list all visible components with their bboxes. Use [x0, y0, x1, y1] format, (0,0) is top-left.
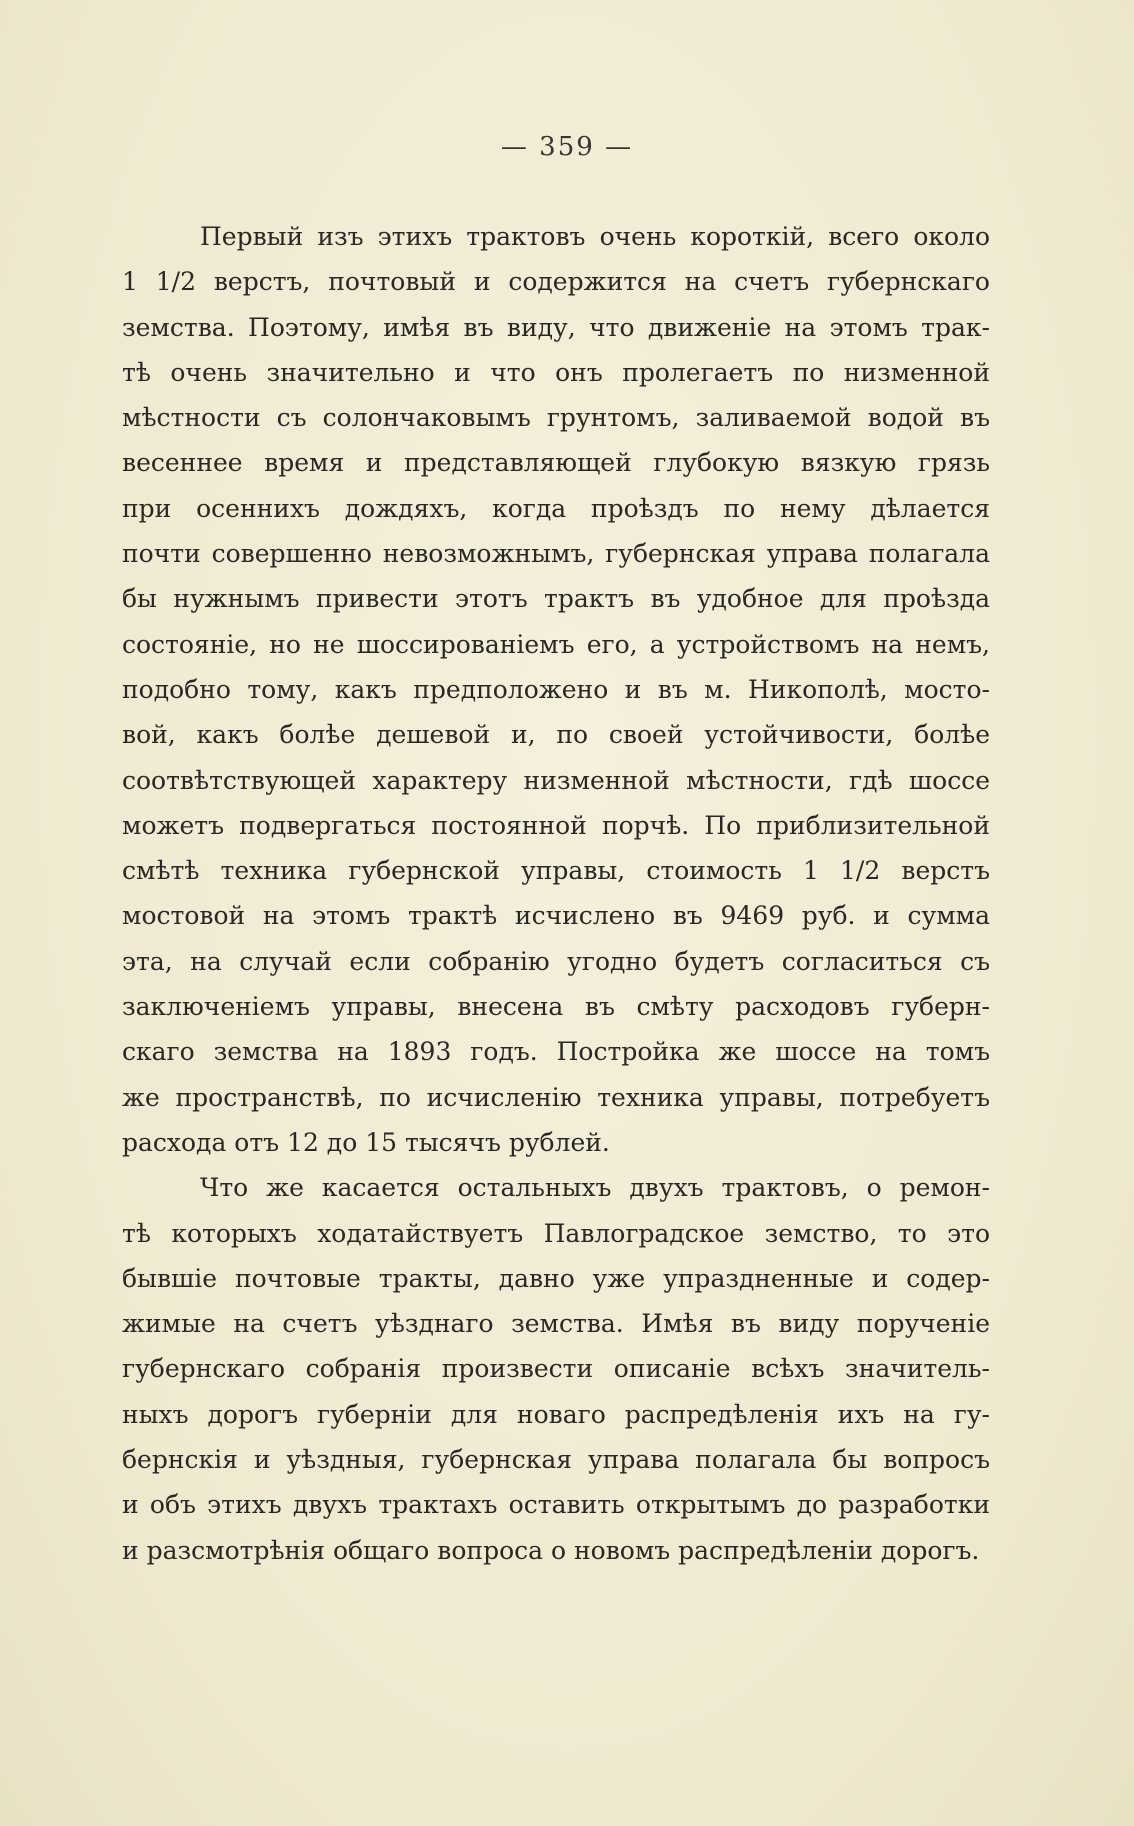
text-line: весеннее время и представляющей глубокую вязкую грязь [122, 448, 990, 478]
text-line: расхода отъ 12 до 15 тысячъ рублей. [122, 1127, 610, 1157]
text-line: соотвѣтствующей характеру низменной мѣстности, гдѣ шоссе [122, 765, 990, 795]
text-line: заключеніемъ управы, внесена въ смѣту расходовъ губерн- [122, 992, 990, 1022]
text-line: смѣтѣ техника губернской управы, стоимость 1 1/2 верстъ [122, 856, 990, 886]
text-line: состояніе, но не шоссированіемъ его, а устройствомъ на немъ, [122, 629, 990, 659]
text-line: вой, какъ болѣе дешевой и, по своей устойчивости, болѣе [122, 720, 990, 750]
text-line: жимые на счетъ уѣзднаго земства. Имѣя въ виду порученіе [122, 1309, 990, 1339]
text-line: мостовой на этомъ трактѣ исчислено въ 9469 руб. и сумма [122, 901, 990, 931]
text-line: подобно тому, какъ предположено и въ м. Никополѣ, мосто- [122, 674, 990, 704]
text-line: и разсмотрѣнія общаго вопроса о новомъ распредѣленіи дорогъ. [122, 1535, 980, 1565]
text-line: бы нужнымъ привести этотъ трактъ въ удобное для проѣзда [122, 584, 990, 614]
text-line: почти совершенно невозможнымъ, губернская управа полагала [122, 539, 990, 569]
paragraph-1 [122, 214, 990, 1165]
page-number: — 359 — [500, 132, 634, 162]
text-line: тѣ очень значительно и что онъ пролегаетъ по низменной [122, 357, 990, 387]
text-line: эта, на случай если собранію угодно будетъ согласиться съ [122, 946, 990, 976]
text-line: и объ этихъ двухъ трактахъ оставить открытымъ до разработки [122, 1490, 990, 1520]
text-line: губернскаго собранія произвести описаніе всѣхъ значитель- [122, 1354, 990, 1384]
text-line: при осеннихъ дождяхъ, когда проѣздъ по нему дѣлается [122, 493, 990, 523]
text-line: ныхъ дорогъ губерніи для новаго распредѣленія ихъ на гу- [122, 1399, 990, 1429]
text-line: мѣстности съ солончаковымъ грунтомъ, заливаемой водой въ [122, 403, 990, 433]
text-line: скаго земства на 1893 годъ. Постройка же шоссе на томъ [122, 1037, 990, 1067]
text-line: Первый изъ этихъ трактовъ очень короткій, всего около [200, 222, 990, 251]
text-line: бернскія и уѣздныя, губернская управа полагала бы вопросъ [122, 1445, 990, 1475]
text-line: 1 1/2 верстъ, почтовый и содержится на счетъ губернскаго [122, 267, 990, 297]
text-line: же пространствѣ, по исчисленію техника управы, потребуетъ [122, 1082, 990, 1112]
text-line: Что же касается остальныхъ двухъ трактовъ, о ремон- [200, 1173, 990, 1203]
text-line: бывшіе почтовые тракты, давно уже упраздненные и содер- [122, 1263, 990, 1293]
paragraph-2 [122, 1165, 990, 1573]
text-line: можетъ подвергаться постоянной порчѣ. По приблизительной [122, 810, 990, 840]
text-line: тѣ которыхъ ходатайствуетъ Павлоградское земство, то это [122, 1218, 990, 1248]
body-text [122, 214, 990, 1573]
text-line: земства. Поэтому, имѣя въ виду, что движеніе на этомъ трак- [122, 312, 990, 342]
